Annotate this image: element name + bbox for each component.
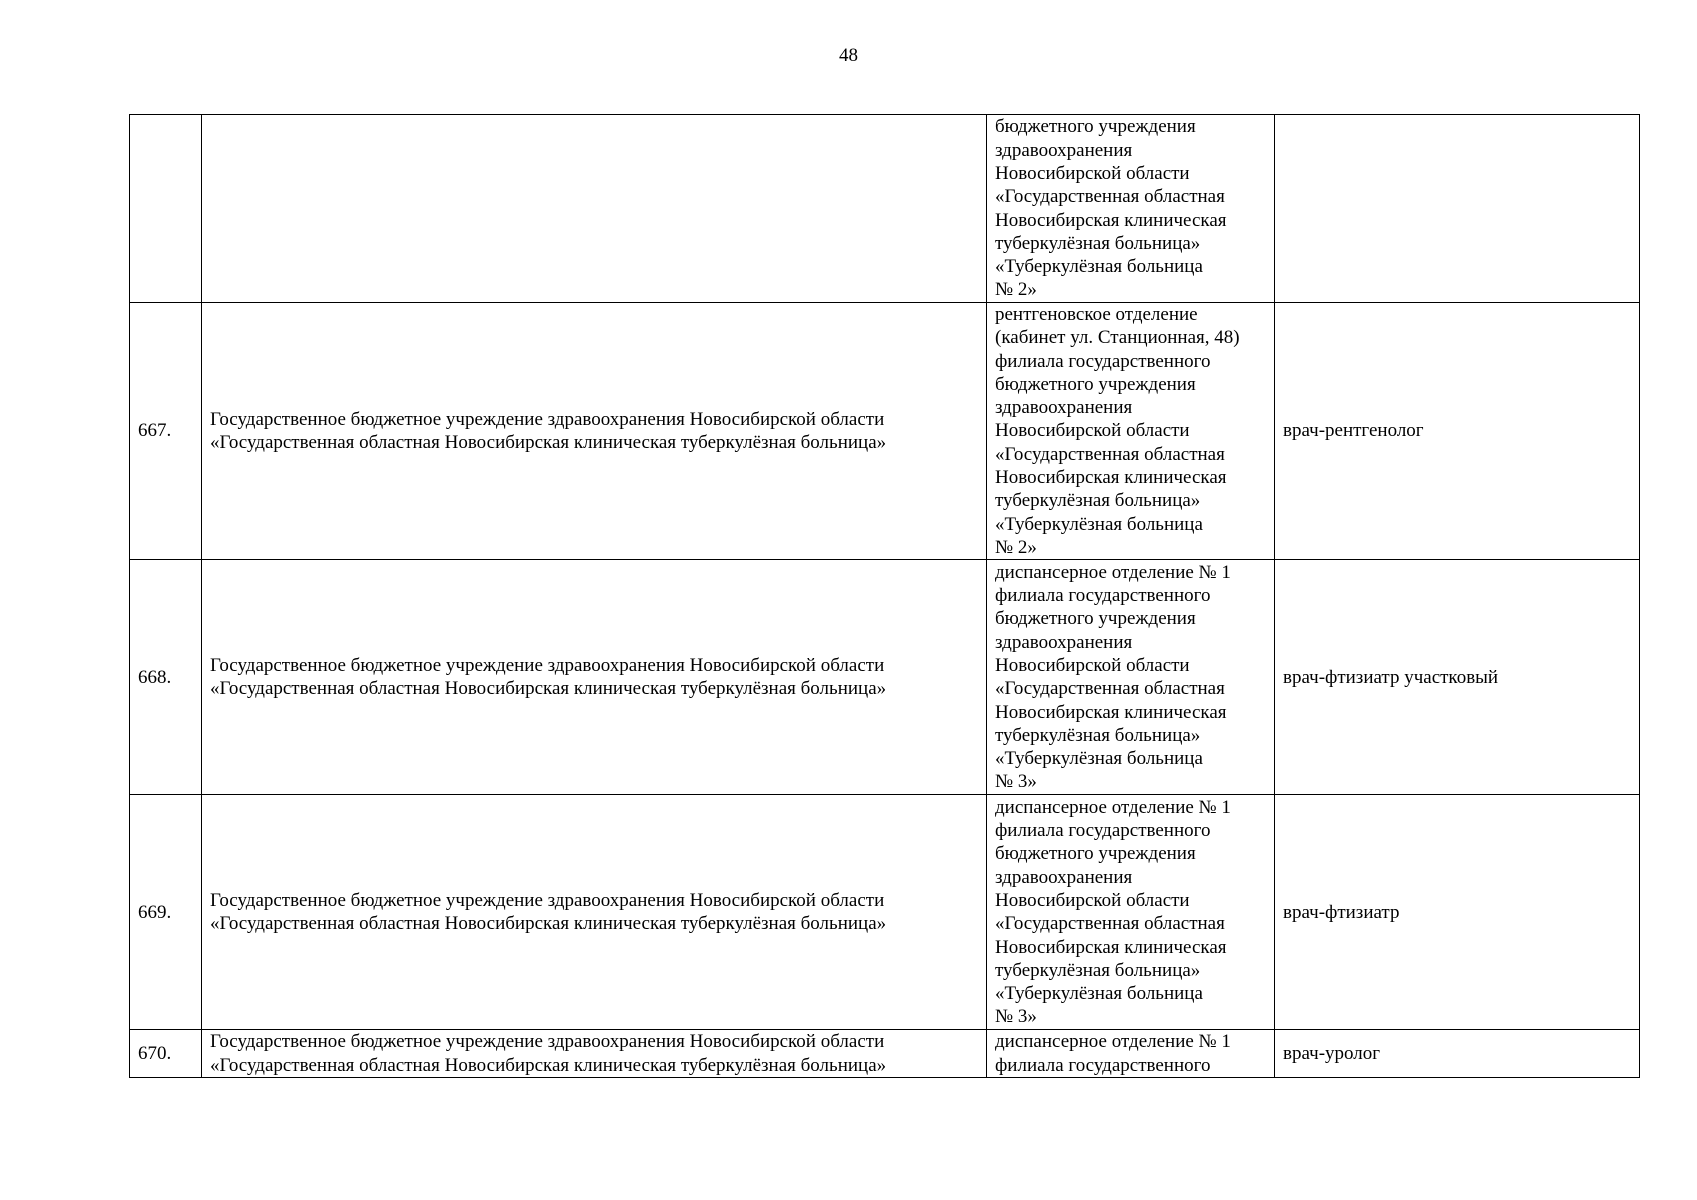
department-line: диспансерное отделение № 1 — [995, 561, 1231, 583]
position-cell: врач-фтизиатр — [1275, 795, 1640, 1030]
position-cell: врач-фтизиатр участковый — [1275, 560, 1640, 795]
department-line: филиала государственного — [995, 820, 1211, 842]
table-row — [130, 303, 1640, 560]
department-line: «Государственная областная — [995, 443, 1225, 465]
registry-table — [129, 114, 1640, 1078]
department-line: здравоохранения — [995, 866, 1133, 888]
department-line: диспансерное отделение № 1 — [995, 796, 1231, 818]
department-cell — [987, 795, 1275, 1030]
department-line: филиала государственного — [995, 350, 1211, 372]
organization-line: Государственное бюджетное учреждение здравоохранения Новосибирской области — [210, 654, 885, 676]
department-line: Новосибирской области — [995, 654, 1190, 676]
organization-line: «Государственная областная Новосибирская клиническая туберкулёзная больница» — [210, 913, 887, 935]
department-line: бюджетного учреждения — [995, 608, 1196, 630]
department-line: № 2» — [995, 279, 1037, 301]
table-row — [130, 795, 1640, 1030]
department-line: № 2» — [995, 536, 1037, 558]
department-line: «Туберкулёзная больница — [995, 513, 1203, 535]
row-number — [130, 115, 202, 303]
organization-line: Государственное бюджетное учреждение здравоохранения Новосибирской области — [210, 408, 885, 430]
department-line: Новосибирской области — [995, 889, 1190, 911]
department-cell — [987, 1030, 1275, 1078]
organization-line: «Государственная областная Новосибирская клиническая туберкулёзная больница» — [210, 432, 887, 454]
department-line: здравоохранения — [995, 631, 1133, 653]
department-line: здравоохранения — [995, 139, 1133, 161]
department-line: «Государственная областная — [995, 186, 1225, 208]
department-line: № 3» — [995, 771, 1037, 793]
row-number: 667. — [130, 303, 202, 560]
position-cell — [1275, 115, 1640, 303]
department-line: туберкулёзная больница» — [995, 232, 1201, 254]
department-cell — [987, 303, 1275, 560]
organization-line: Государственное бюджетное учреждение здравоохранения Новосибирской области — [210, 889, 885, 911]
table-row — [130, 1030, 1640, 1078]
department-line: туберкулёзная больница» — [995, 490, 1201, 512]
department-line: туберкулёзная больница» — [995, 724, 1201, 746]
department-line: туберкулёзная больница» — [995, 959, 1201, 981]
organization-cell — [202, 795, 987, 1030]
department-line: филиала государственного — [995, 1054, 1211, 1076]
department-line: здравоохранения — [995, 397, 1133, 419]
page-number: 48 — [839, 45, 858, 66]
position-cell: врач-уролог — [1275, 1030, 1640, 1078]
row-number: 668. — [130, 560, 202, 795]
department-line: № 3» — [995, 1006, 1037, 1028]
table-row — [130, 560, 1640, 795]
organization-cell — [202, 1030, 987, 1078]
department-line: Новосибирская клиническая — [995, 467, 1227, 489]
department-line: «Государственная областная — [995, 913, 1225, 935]
department-cell — [987, 115, 1275, 303]
organization-cell — [202, 303, 987, 560]
organization-cell — [202, 560, 987, 795]
row-number: 669. — [130, 795, 202, 1030]
organization-line: «Государственная областная Новосибирская клиническая туберкулёзная больница» — [210, 678, 887, 700]
department-line: бюджетного учреждения — [995, 843, 1196, 865]
department-line: «Государственная областная — [995, 678, 1225, 700]
department-line: Новосибирской области — [995, 162, 1190, 184]
position-cell: врач-рентгенолог — [1275, 303, 1640, 560]
table-row — [130, 115, 1640, 303]
department-line: рентгеновское отделение — [995, 304, 1198, 325]
row-number: 670. — [130, 1030, 202, 1078]
department-line: «Туберкулёзная больница — [995, 256, 1203, 278]
department-cell — [987, 560, 1275, 795]
department-line: Новосибирская клиническая — [995, 936, 1227, 958]
department-line: диспансерное отделение № 1 — [995, 1031, 1231, 1053]
organization-line: Государственное бюджетное учреждение здравоохранения Новосибирской области — [210, 1031, 885, 1053]
department-line: (кабинет ул. Станционная, 48) — [995, 327, 1240, 349]
department-line: филиала государственного — [995, 585, 1211, 607]
organization-line: «Государственная областная Новосибирская клиническая туберкулёзная больница» — [210, 1054, 887, 1076]
department-line: бюджетного учреждения — [995, 116, 1196, 138]
department-line: Новосибирская клиническая — [995, 209, 1227, 231]
department-line: Новосибирской области — [995, 420, 1190, 442]
department-line: «Туберкулёзная больница — [995, 983, 1203, 1005]
department-line: бюджетного учреждения — [995, 373, 1196, 395]
department-line: Новосибирская клиническая — [995, 701, 1227, 723]
department-line: «Туберкулёзная больница — [995, 748, 1203, 770]
organization-cell — [202, 115, 987, 303]
